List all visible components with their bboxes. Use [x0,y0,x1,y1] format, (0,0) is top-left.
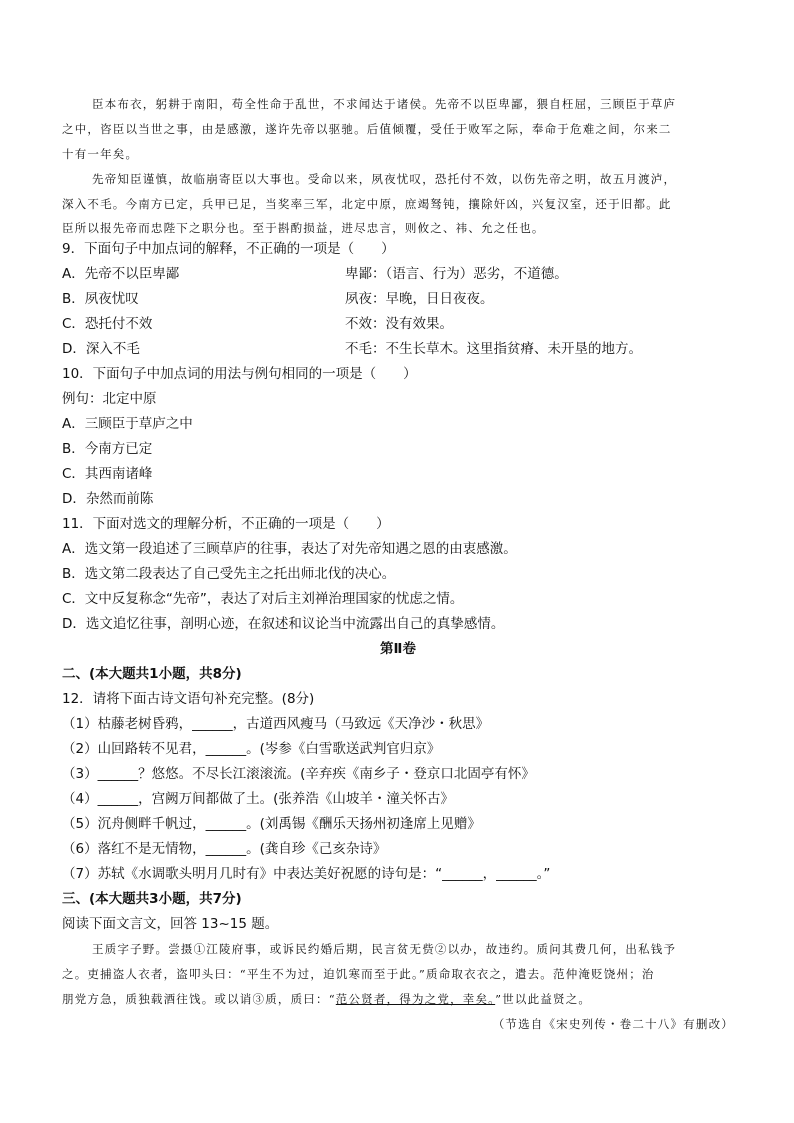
passage-text: 十有一年矣。 [62,147,139,161]
fill-blank-item: （3）______？悠悠。不尽长江滚滚流。(辛弃疾《南乡子・登京口北固亭有怀》 [62,766,535,782]
option-left: B．夙夜忧叹 [62,291,139,307]
fill-blank-item: （7）苏轼《水调歌头明月几时有》中表达美好祝愿的诗句是：“______，______。” [62,866,551,882]
fill-blank-item: （4）______，宫阙万间都做了土。(张养浩《山坡羊・潼关怀古》 [62,791,454,807]
option-right: 不毛：不生长草木。这里指贫瘠、未开垦的地方。 [345,341,642,357]
option: A．三顾臣于草庐之中 [62,416,193,432]
underlined-quote: 范公贤者，得为之党，幸矣。 [335,992,496,1006]
option-right: 夙夜：早晚，日日夜夜。 [345,291,494,307]
option-left: A．先帝不以臣卑鄙 [62,266,180,282]
passage-text: 之。吏捕盗人衣者，盗叩头曰：“平生不为过，迫饥寒而至于此。”质命取衣衣之，遣去。范仲淹贬饶州；治 [62,967,655,981]
question-stem: 10．下面句子中加点词的用法与例句相同的一项是（ ） [62,366,417,382]
passage-segment: ”世以此益贤之。 [495,992,592,1006]
option: D．杂然而前陈 [62,491,154,507]
fill-blank-item: （1）枯藤老树昏鸦，______，古道西风瘦马（马致远《天净沙・秋思》 [62,716,490,732]
question-stem: 9．下面句子中加点词的解释，不正确的一项是（ ） [62,241,395,257]
passage-text: 先帝知臣谨慎，故临崩寄臣以大事也。受命以来，夙夜忧叹，恐托付不效，以伤先帝之明，故五月渡泸， [92,172,677,186]
passage-text: 王质字子野。尝摄①江陵府事，或诉民约婚后期，民言贫无赀②以办，故违约。质问其费几何，出私钱予 [92,942,677,956]
section-heading: 二、(本大题共1小题，共8分) [62,666,242,682]
option: C．文中反复称念“先帝”，表达了对后主刘禅治理国家的忧虑之情。 [62,591,464,607]
fill-blank-item: （6）落红不是无情物，______。(龚自珍《己亥杂诗》 [62,841,387,857]
volume-title: 第Ⅱ卷 [380,641,416,657]
option: B．今南方已定 [62,441,153,457]
passage-text: 深入不毛。今南方已定，兵甲已足，当奖率三军，北定中原，庶竭驽钝，攘除奸凶，兴复汉室，还于旧都。此 [62,197,672,211]
option-left: C．恐托付不效 [62,316,153,332]
option-right: 不效：没有效果。 [345,316,453,332]
question-stem: 11．下面对选文的理解分析，不正确的一项是（ ） [62,516,390,532]
option: C．其西南诸峰 [62,466,153,482]
passage-text: 之中，咨臣以当世之事，由是感激，遂许先帝以驱驰。后值倾覆，受任于败军之际，奉命于危难之间，尔来二 [62,122,672,136]
passage-text: 臣本布衣，躬耕于南阳，苟全性命于乱世，不求闻达于诸侯。先帝不以臣卑鄙，猥自枉屈，三顾臣于草庐 [92,97,677,111]
option-right: 卑鄙：（语言、行为）恶劣，不道德。 [345,266,568,282]
fill-blank-item: （5）沉舟侧畔千帆过，______。(刘禹锡《酬乐天扬州初逢席上见赠》 [62,816,481,832]
passage-text: 臣所以报先帝而忠陛下之职分也。至于斟酌损益，进尽忠言，则攸之、祎、允之任也。 [62,221,545,235]
passage-text [62,990,734,1008]
passage-segment: 朋党方急，质独载酒往饯。或以诮③质，质曰：“ [62,992,336,1006]
section-heading: 三、(本大题共3小题，共7分) [62,891,242,907]
option: B．选文第二段表达了自己受先主之托出师北伐的决心。 [62,566,396,582]
option-left: D．深入不毛 [62,341,140,357]
source-citation: （节选自《宋史列传・卷二十八》有删改） [492,1017,734,1031]
option: A．选文第一段追述了三顾草庐的往事，表达了对先帝知遇之恩的由衷感激。 [62,541,517,557]
fill-blank-item: （2）山回路转不见君，______。(岑参《白雪歌送武判官归京》 [62,741,441,757]
option: D．选文追忆往事，剖明心迹，在叙述和议论当中流露出自己的真挚感情。 [62,616,505,632]
instruction: 阅读下面文言文，回答 13~15 题。 [62,916,279,932]
question-stem: 12．请将下面古诗文语句补充完整。(8分) [62,691,315,707]
example-sentence: 例句：北定中原 [62,391,157,407]
